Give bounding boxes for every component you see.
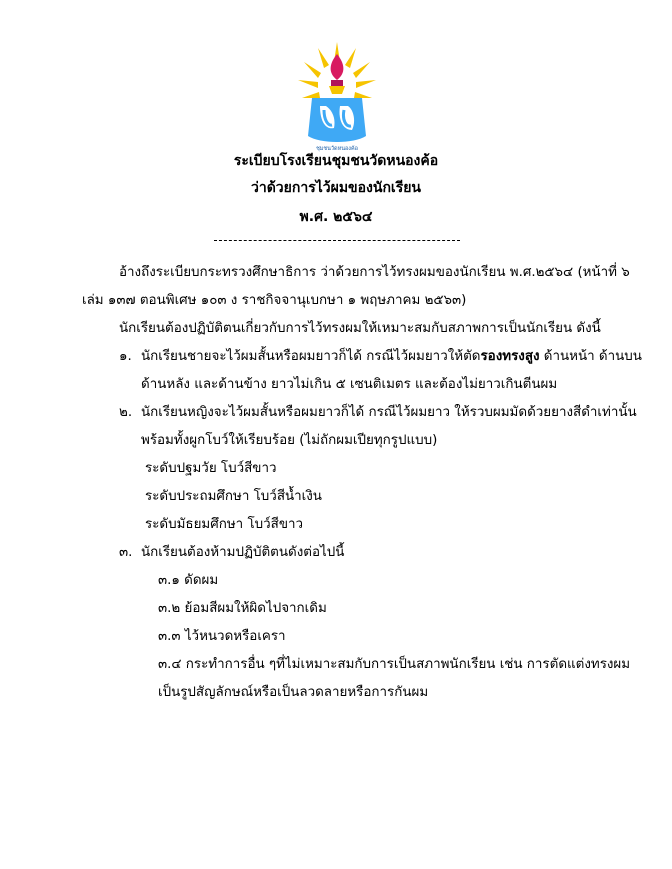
item-1-text-end: ด้านหน้า ด้านบน [539,349,642,364]
reference-line-1: อ้างถึงระเบียบกระทรวงศึกษาธิการ ว่าด้วยการไว้ทรงผมของนักเรียน พ.ศ.๒๕๖๔ (หน้าที่ ๖ [119,265,630,280]
document-title: ระเบียบโรงเรียนชุมชนวัดหนองค้อ [233,153,439,169]
sub-item-4-line-2: เป็นรูปสัญลักษณ์หรือเป็นลวดลายหรือการกันผม [158,685,429,700]
blue-seal [308,98,366,142]
reference-line-2: เล่ม ๑๓๗ ตอนพิเศษ ๑๐๓ ง ราชกิจจานุเบกษา ๑ พฤษภาคม ๒๕๖๓) [82,293,467,308]
torch-flame [329,54,345,94]
level-item: ระดับมัธยมศึกษา โบว์สีขาว [145,517,304,532]
sub-item: ๓.๑ ดัดผม [158,573,219,588]
intro-line: นักเรียนต้องปฏิบัติตนเกี่ยวกับการไว้ทรงผมให้เหมาะสมกับสภาพการเป็นนักเรียน ดังนี้ [119,321,601,336]
item-1-line-1 [141,348,642,366]
sub-item: ๓.๔ กระทำการอื่น ๆที่ไม่เหมาะสมกับการเป็นสภาพนักเรียน เช่น การตัดแต่งทรงผม [158,657,631,672]
school-emblem-icon [296,40,378,155]
item-1-emphasis: รองทรงสูง [480,349,540,364]
item-2-line-1: นักเรียนหญิงจะไว้ผมสั้นหรือผมยาวก็ได้ กรณีไว้ผมยาว ให้รวบผมมัดด้วยยางสีดำเท่านั้น [141,405,637,420]
item-3-line-1: นักเรียนต้องห้ามปฏิบัติตนดังต่อไปนี้ [141,545,345,560]
item-2-number: ๒. [119,405,133,420]
level-item: ระดับปฐมวัย โบว์สีขาว [145,461,277,476]
divider-line [214,240,460,241]
sub-item: ๓.๓ ไว้หนวดหรือเครา [158,629,286,644]
item-3-number: ๓. [119,545,133,560]
item-2-line-2: พร้อมทั้งผูกโบว์ให้เรียบร้อย (ไม่ถักผมเปียทุกรูปแบบ) [141,433,438,448]
document-subtitle: ว่าด้วยการไว้ผมของนักเรียน [250,180,421,196]
sub-item: ๓.๒ ย้อมสีผมให้ผิดไปจากเดิม [158,601,327,616]
document-year: พ.ศ. ๒๕๖๔ [299,209,373,225]
item-1-text: นักเรียนชายจะไว้ผมสั้นหรือผมยาวก็ได้ กรณีไว้ผมยาวให้ตัด [141,349,481,364]
logo-caption: ชุมชนวัดหนองค้อ [316,146,358,152]
item-1-number: ๑. [119,349,132,364]
item-1-line-2: ด้านหลัง และด้านข้าง ยาวไม่เกิน ๕ เซนติเมตร และต้องไม่ยาวเกินตีนผม [141,377,558,392]
level-item: ระดับประถมศึกษา โบว์สีน้ำเงิน [145,489,322,504]
